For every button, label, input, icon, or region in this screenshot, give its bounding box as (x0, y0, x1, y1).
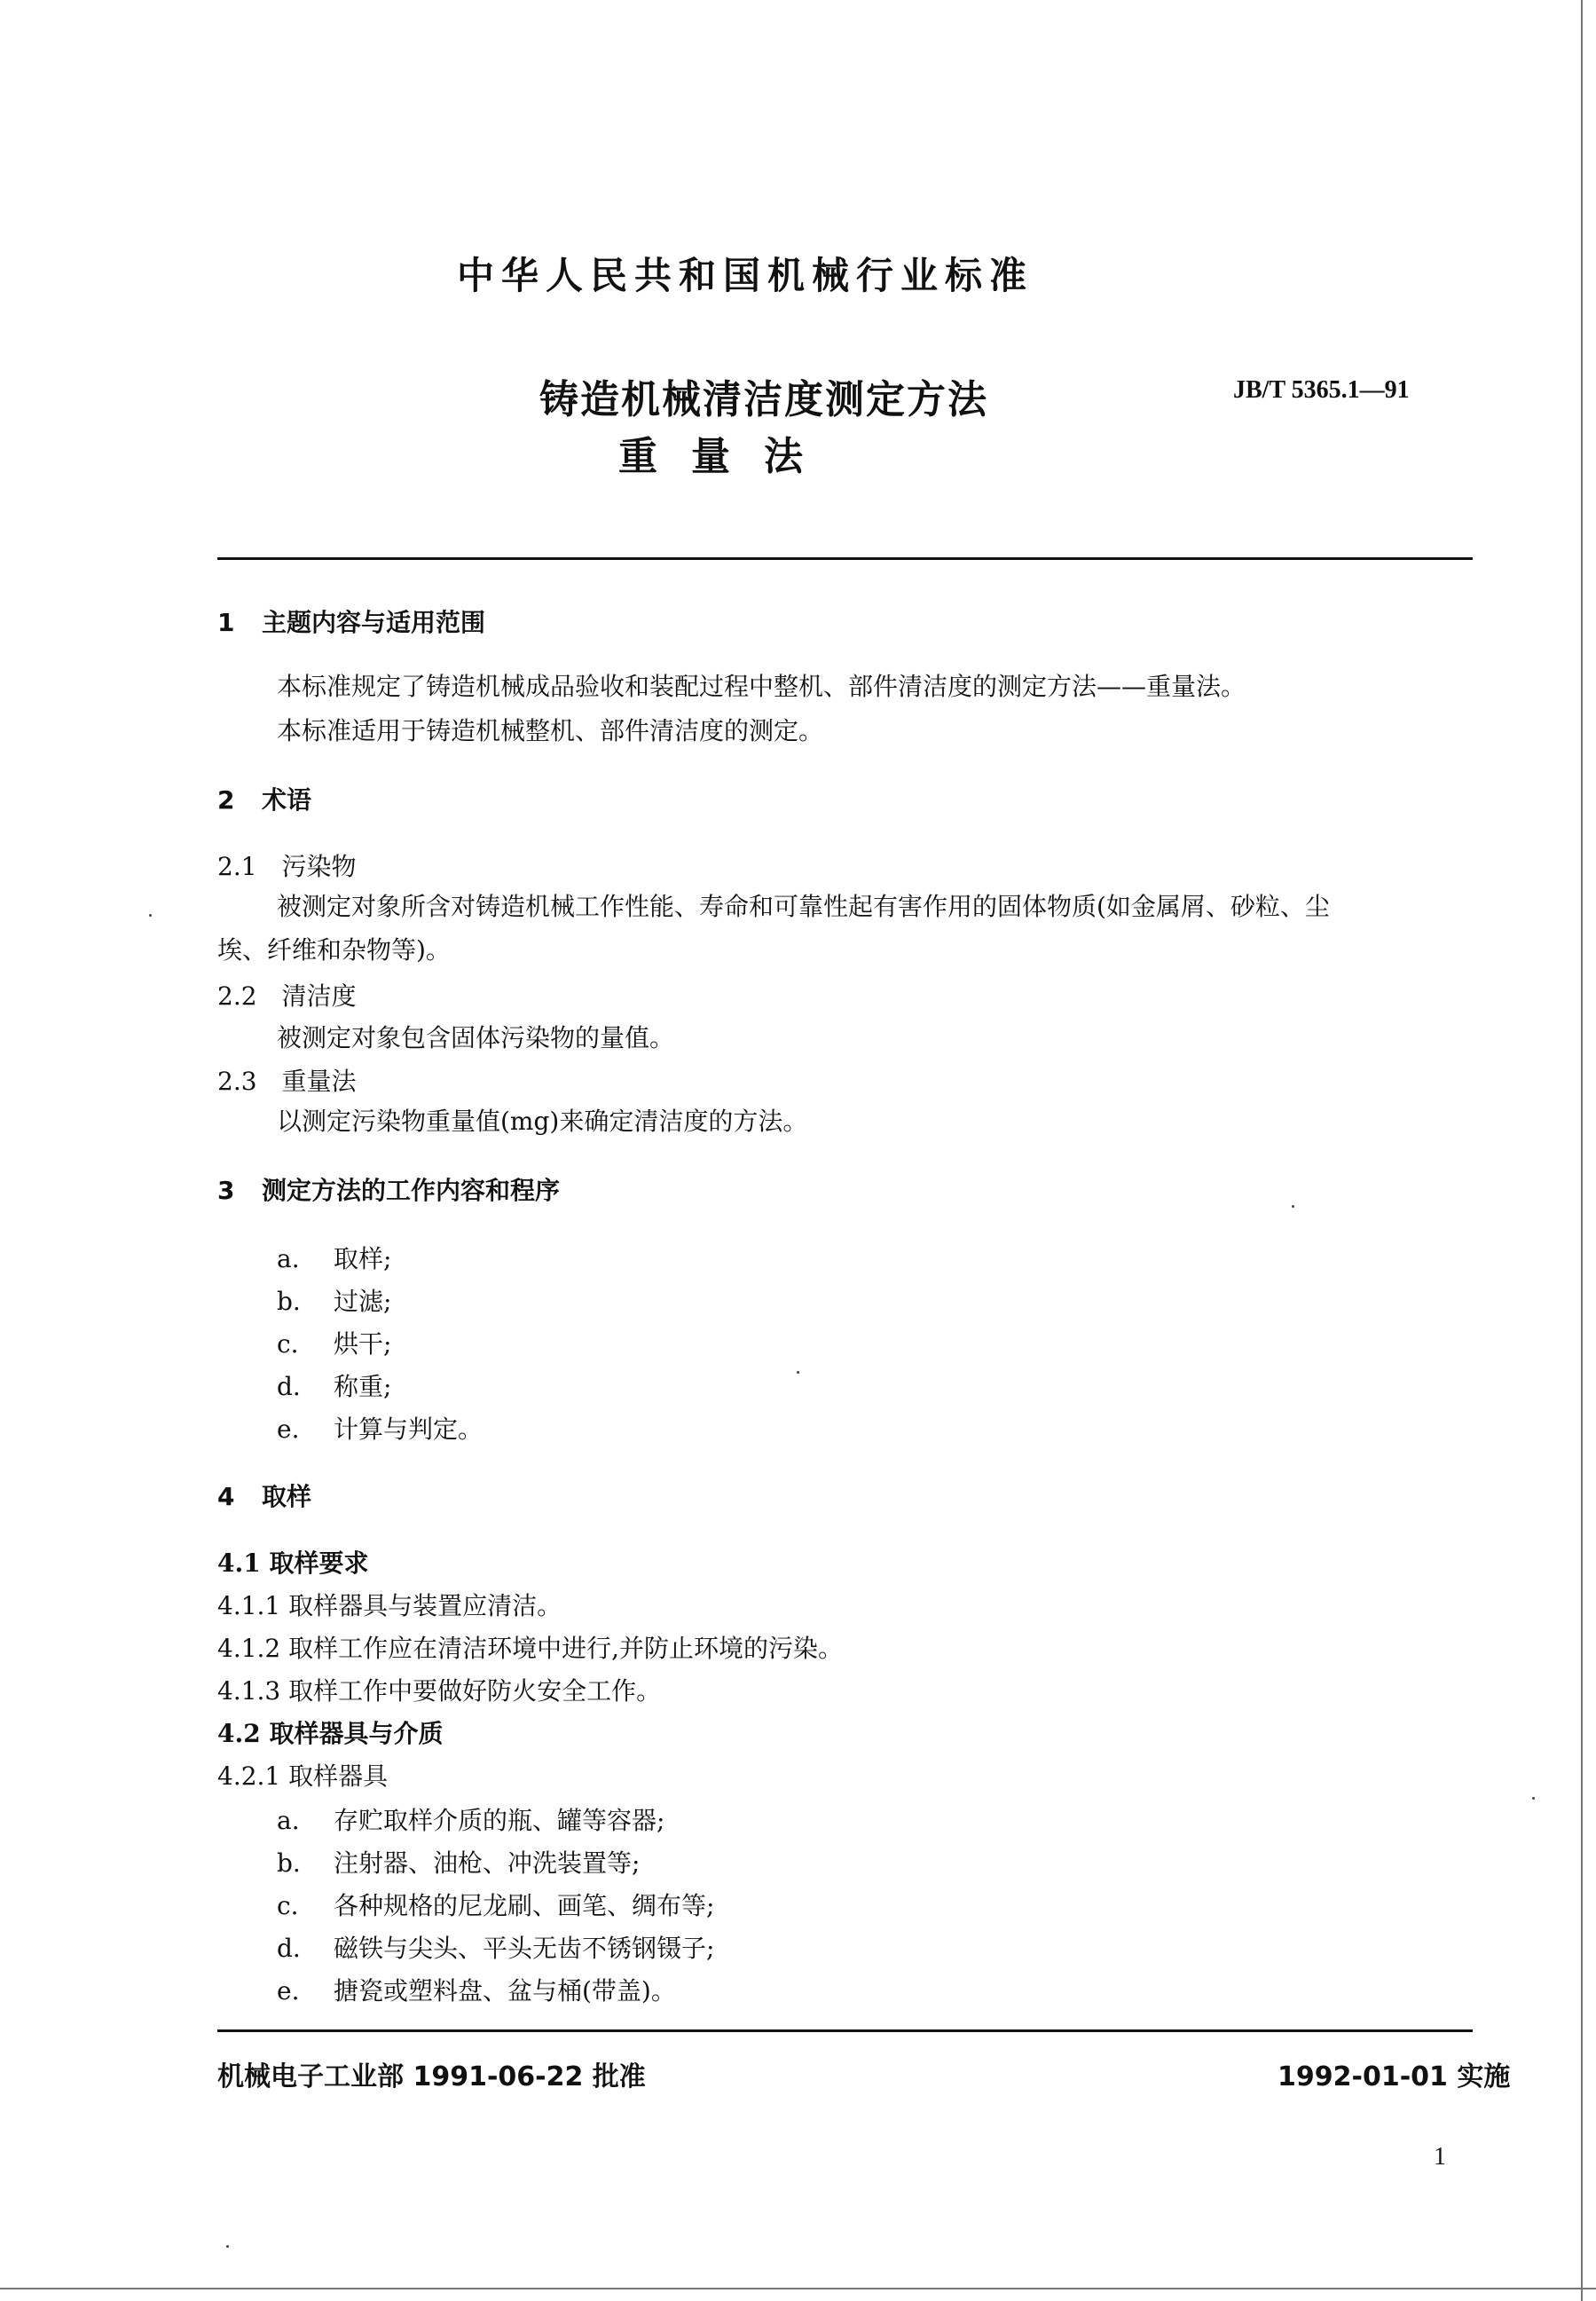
implementation-date: 1992-01-01 实施 (1278, 2061, 1511, 2092)
list-item: c. 烘干; (277, 1329, 392, 1359)
paragraph: 本标准适用于铸造机械整机、部件清洁度的测定。 (277, 716, 824, 745)
page-number: 1 (1434, 2143, 1446, 2171)
paragraph: 本标准规定了铸造机械成品验收和装配过程中整机、部件清洁度的测定方法——重量法。 (277, 672, 1246, 701)
clause-4-1-3: 4.1.3 取样工作中要做好防火安全工作。 (217, 1676, 662, 1706)
definition-text: 以测定污染物重量值(mg)来确定清洁度的方法。 (277, 1107, 808, 1136)
list-item: a. 存贮取样介质的瓶、罐等容器; (277, 1806, 665, 1835)
section-number: 3 (217, 1176, 235, 1205)
list-item: a. 取样; (277, 1244, 392, 1273)
section-title: 术语 (262, 785, 312, 815)
clause-4-1-2: 4.1.2 取样工作应在清洁环境中进行,并防止环境的污染。 (217, 1634, 844, 1663)
section-3-heading (217, 1171, 560, 1207)
list-item: b. 注射器、油枪、冲洗装置等; (277, 1848, 641, 1878)
definition-text-cont: 埃、纤维和杂物等)。 (217, 935, 451, 965)
header-divider (217, 557, 1473, 560)
section-number: 1 (217, 608, 235, 637)
clause-4-2-1: 4.2.1 取样器具 (217, 1761, 389, 1791)
subsection-4-1: 4.1 取样要求 (217, 1548, 369, 1578)
scan-speck (1532, 1797, 1535, 1800)
subsection-number: 2.1 (217, 852, 257, 881)
section-title: 主题内容与适用范围 (262, 608, 486, 637)
subsection-title: 重量法 (281, 1067, 357, 1096)
section-number: 2 (217, 785, 235, 815)
scan-speck (797, 1371, 799, 1374)
section-number: 4 (217, 1482, 235, 1511)
list-item: d. 磁铁与尖头、平头无齿不锈钢镊子; (277, 1934, 715, 1963)
section-1-heading (217, 603, 485, 639)
subsection-number: 2.3 (217, 1067, 257, 1096)
footer-divider (217, 2029, 1473, 2032)
list-item: b. 过滤; (277, 1287, 392, 1316)
definition-text: 被测定对象包含固体污染物的量值。 (277, 1023, 675, 1052)
scan-speck (226, 2245, 229, 2248)
list-item: c. 各种规格的尼龙刷、画笔、绸布等; (277, 1891, 715, 1920)
subsection-2-1 (217, 847, 357, 883)
subsection-title: 清洁度 (281, 981, 357, 1011)
subsection-2-2 (217, 977, 357, 1013)
industry-standard-header: 中华人民共和国机械行业标准 (457, 254, 1034, 297)
list-item: d. 称重; (277, 1372, 392, 1401)
scan-speck (149, 914, 152, 917)
standard-code: JB/T 5365.1—91 (1233, 376, 1410, 404)
section-4-heading (217, 1478, 311, 1513)
section-title: 测定方法的工作内容和程序 (262, 1176, 561, 1205)
document-title: 铸造机械清洁度测定方法 (539, 377, 988, 422)
list-item: e. 搪瓷或塑料盘、盆与桶(带盖)。 (277, 1976, 676, 2005)
clause-4-1-1: 4.1.1 取样器具与装置应清洁。 (217, 1591, 562, 1620)
section-title: 取样 (262, 1482, 312, 1511)
subsection-4-2: 4.2 取样器具与介质 (217, 1719, 444, 1748)
subsection-number: 2.2 (217, 981, 257, 1011)
section-2-heading (217, 781, 311, 816)
list-item: e. 计算与判定。 (277, 1414, 484, 1444)
document-subtitle: 重量法 (618, 434, 837, 479)
definition-text: 被测定对象所含对铸造机械工作性能、寿命和可靠性起有害作用的固体物质(如金属屑、砂粒、尘 (277, 892, 1330, 921)
subsection-title: 污染物 (281, 852, 357, 881)
scan-speck (1292, 1205, 1294, 1208)
approval-line: 机械电子工业部 1991-06-22 批准 (217, 2061, 646, 2092)
subsection-2-3 (217, 1062, 357, 1098)
scan-edge-right (1581, 0, 1583, 2301)
scan-edge-bottom (0, 2288, 1596, 2289)
